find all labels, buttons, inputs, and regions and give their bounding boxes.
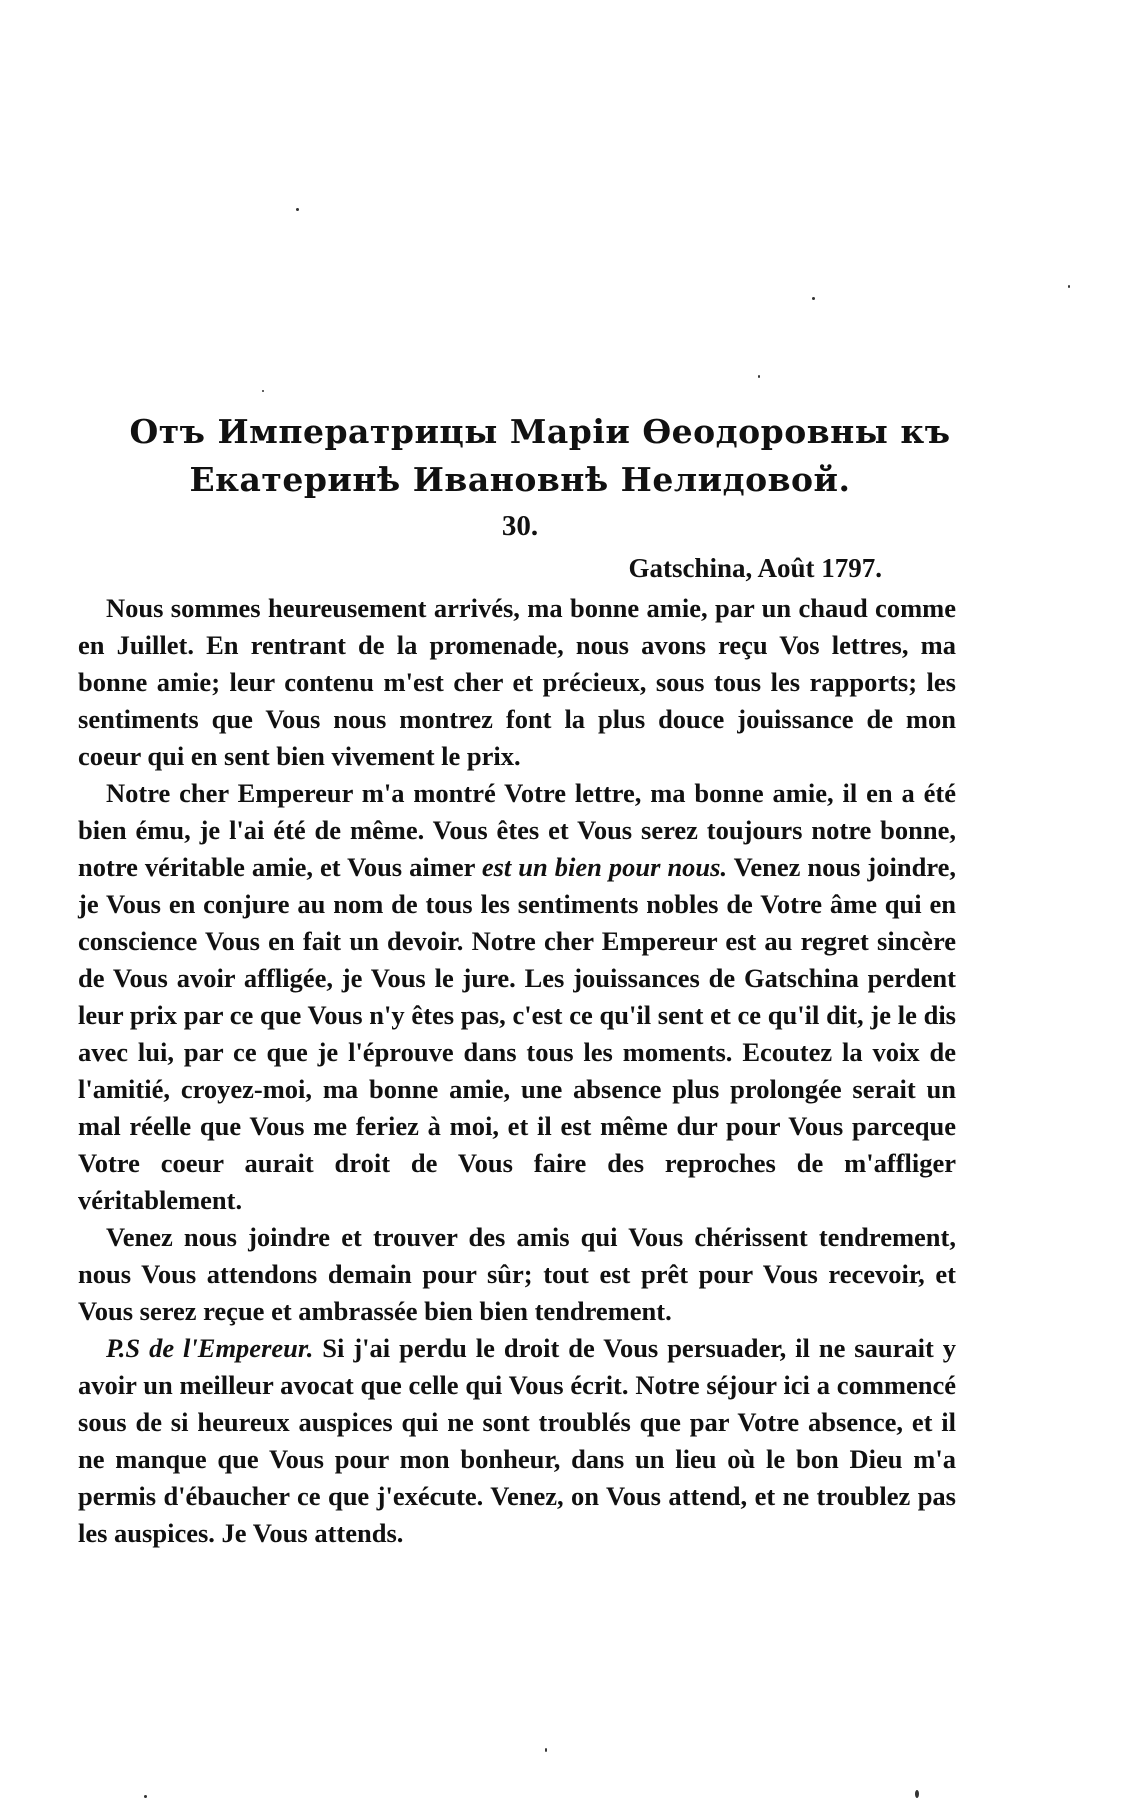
- paragraph-1: [78, 590, 956, 775]
- paragraph-2-italic: est un bien pour nous.: [481, 852, 728, 882]
- letter-body: [78, 590, 956, 1552]
- letter-number: 30.: [501, 510, 539, 542]
- heading-line-2: Екатеринѣ Ивановнѣ Нелидовой.: [189, 460, 851, 499]
- paragraph-3: [78, 1219, 956, 1330]
- paragraph-1-text: Nous sommes heureusement arrivés, ma bonne amie, par un chaud comme en Juillet. En rentrant de la promenade, nous avons reçu Vos lettres, ma bonne amie; leur contenu m'est cher et précieux, sous tous les rapports; les sentiments que Vous nous montrez font la plus douce jouissance de mon coeur qui en sent bien vivement le prix.: [78, 593, 956, 771]
- dateline: Gatsсhina, Août 1797.: [628, 553, 882, 583]
- paragraph-2: [78, 775, 956, 1219]
- letter-heading: [0, 408, 1140, 504]
- paragraph-4-postscript: [78, 1330, 956, 1552]
- heading-line-1: Отъ Императрицы Маріи Ѳеодоровны къ: [129, 412, 951, 451]
- paragraph-3-text: Venez nous joindre et trouver des amis qui Vous chérissent tendrement, nous Vous attendons demain pour sûr; tout est prêt pour Vous recevoir, et Vous serez reçue et ambrassée bien bien tendrement.: [78, 1222, 956, 1326]
- paragraph-2-text-end: Venez nous joindre, je Vous en conjure au nom de tous les sentiments nobles de Votre âme qui en conscience Vous en fait un devoir. Notre cher Empereur est au regret sincère de Vous avoir affligée, je Vous le jure. Les jouissances de Gatschina perdent leur prix par ce que Vous n'y êtes pas, c'est ce qu'il sent et ce qu'il dit, je le dis avec lui, par ce que je l'éprouve dans tous les moments. Ecoutez la voix de l'amitié, croyez-moi, ma bonne amie, une absence plus prolongée serait un mal réelle que Vous me feriez à moi, et il est même dur pour Vous parceque Votre coeur aurait droit de Vous faire des reproches de m'affliger véritablement.: [78, 852, 956, 1215]
- postscript-text: Si j'ai perdu le droit de Vous persuader, il ne saurait y avoir un meilleur avocat que celle qui Vous écrit. Notre séjour ici a commencé sous de si heureux auspices qui ne sont troublés que par Votre absence, et il ne manque que Vous pour mon bonheur, dans un lieu où le bon Dieu m'a permis d'ébaucher ce que j'exécute. Venez, on Vous attend, et ne troublez pas les auspices. Je Vous attends.: [78, 1333, 956, 1548]
- paragraph-2-text-start: Notre cher Empereur m'a montré Votre lettre, ma bonne amie, il en a été bien ému, je l'ai été de même. Vous êtes et Vous serez toujours notre bonne, notre véritable amie, et Vous aimer: [78, 778, 956, 882]
- postscript-label: P.S de l'Empereur.: [106, 1333, 314, 1363]
